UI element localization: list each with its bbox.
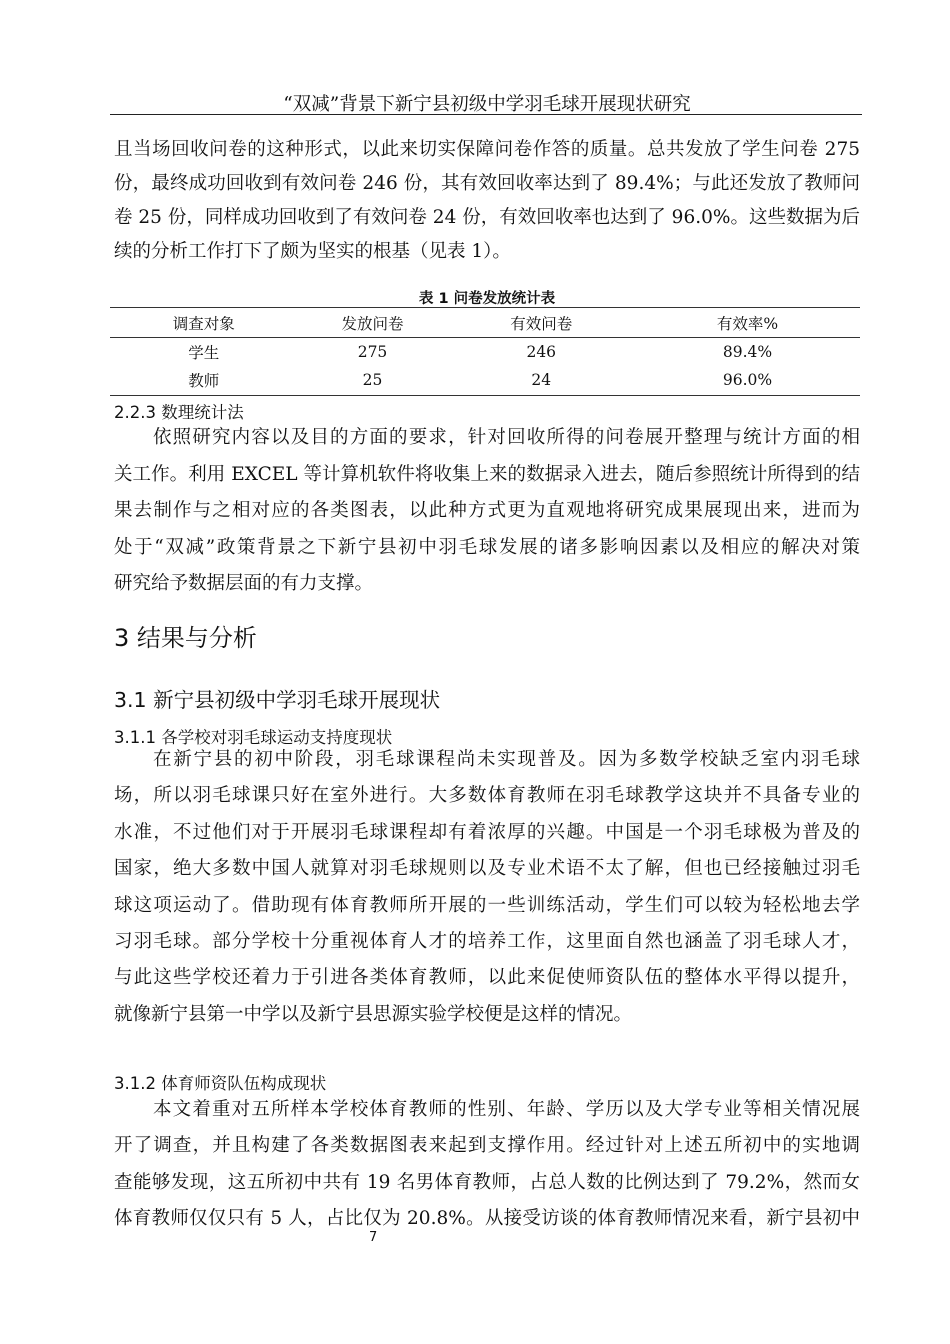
text-line: 体育教师仅仅只有 5 人，占比仅为 20.8%。从接受访谈的体育教师情况来看，新宁县初中: [114, 1207, 860, 1229]
survey-table: [110, 307, 860, 396]
text-line: 与此这些学校还着力于引进各类体育教师，以此来促使师资队伍的整体水平得以提升，: [114, 967, 860, 989]
text-line: 习羽毛球。部分学校十分重视体育人才的培养工作，这里面自然也涵盖了羽毛球人才，: [114, 931, 860, 953]
heading-3-1-2: 3.1.2 体育师资队伍构成现状: [114, 1074, 327, 1093]
text-line: 续的分析工作打下了颇为坚实的根基（见表 1）。: [114, 241, 511, 262]
text-line: 且当场回收问卷的这种形式，以此来切实保障问卷作答的质量。总共发放了学生问卷 275: [114, 139, 860, 160]
heading-3-1-1: 3.1.1 各学校对羽毛球运动支持度现状: [114, 728, 393, 747]
table-header-row: [110, 308, 860, 338]
paragraph-school-support: [114, 742, 860, 1033]
table-cell: 25: [362, 371, 383, 390]
text-line: 国家，绝大多数中国人就算对羽毛球规则以及专业术语不太了解，但也已经接触过羽毛: [114, 858, 860, 880]
text-line: 就像新宁县第一中学以及新宁县思源实验学校便是这样的情况。: [114, 1003, 633, 1025]
text-line: 卷 25 份，同样成功回收到了有效问卷 24 份，有效回收率也达到了 96.0%。这些数据为后: [114, 207, 860, 228]
page-number: 7: [369, 1230, 378, 1245]
heading-3: 3 结果与分析: [114, 624, 257, 652]
text-line: 场，所以羽毛球课只好在室外进行。大多数体育教师在羽毛球教学这块并不具备专业的: [114, 785, 860, 807]
text-line: 开了调查，并且构建了各类数据图表来起到支撑作用。经过针对上述五所初中的实地调: [114, 1135, 860, 1157]
running-head: “双减”背景下新宁县初级中学羽毛球开展现状研究: [283, 94, 691, 115]
text-line: 研究给予数据层面的有力支撑。: [114, 573, 374, 594]
text-line: 球这项运动了。借助现有体育教师所开展的一些训练活动，学生们可以较为轻松地去学: [114, 894, 860, 916]
table-cell: 89.4%: [722, 342, 773, 361]
table-row: [110, 366, 860, 396]
text-line: 水准，不过他们对于开展羽毛球课程却有着浓厚的兴趣。中国是一个羽毛球极为普及的: [114, 821, 860, 843]
column-header: 有效率%: [716, 314, 779, 333]
paragraph-teacher-composition: [114, 1092, 860, 1237]
column-header: 发放问卷: [341, 314, 404, 333]
paragraph-statistics-method: [114, 420, 860, 603]
table-cell: 24: [531, 371, 552, 390]
table-row: [110, 338, 860, 366]
text-line: 依照研究内容以及目的方面的要求，针对回收所得的问卷展开整理与统计方面的相: [153, 427, 860, 448]
paragraph-survey-distribution: [114, 133, 860, 269]
heading-2-2-3: 2.2.3 数理统计法: [114, 403, 244, 422]
table-cell: 学生: [188, 343, 220, 362]
heading-3-1: 3.1 新宁县初级中学羽毛球开展现状: [114, 688, 441, 712]
text-line: 查能够发现，这五所初中共有 19 名男体育教师，占总人数的比例达到了 79.2%，然而女: [114, 1171, 860, 1193]
text-line: 处于“双减”政策背景之下新宁县初中羽毛球发展的诸多影响因素以及相应的解决对策: [114, 536, 860, 558]
table-cell: 教师: [188, 372, 220, 391]
text-line: 本文着重对五所样本学校体育教师的性别、年龄、学历以及大学专业等相关情况展: [153, 1099, 860, 1120]
text-line: 在新宁县的初中阶段，羽毛球课程尚未实现普及。因为多数学校缺乏室内羽毛球: [153, 749, 860, 770]
column-header: 调查对象: [172, 314, 235, 333]
text-line: 果去制作与之相对应的各类图表，以此种方式更为直观地将研究成果展现出来，进而为: [114, 500, 860, 521]
table-cell: 246: [526, 342, 557, 361]
text-line: 份，最终成功回收到有效问卷 246 份，其有效回收率达到了 89.4%；与此还发放了教师问: [114, 173, 860, 194]
text-line: 关工作。利用 EXCEL 等计算机软件将收集上来的数据录入进去，随后参照统计所得到的结: [114, 463, 860, 485]
table-cell: 96.0%: [722, 371, 773, 390]
column-header: 有效问卷: [510, 314, 573, 333]
table-caption: 表 1 问卷发放统计表: [418, 291, 556, 307]
table-cell: 275: [357, 342, 388, 361]
header-rule: [110, 114, 862, 115]
